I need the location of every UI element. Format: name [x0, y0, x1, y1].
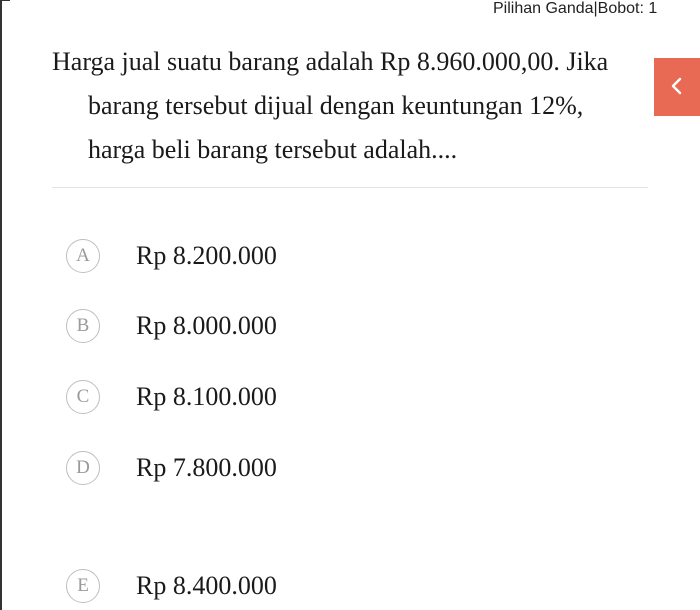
option-text: Rp 8.200.000 [136, 241, 277, 270]
option-letter-badge: A [66, 239, 100, 273]
question-type-weight: Pilihan Ganda|Bobot: 1 [493, 0, 658, 17]
collapse-panel-button[interactable] [654, 58, 700, 116]
answer-option-c[interactable] [66, 380, 466, 416]
question-line: Harga jual suatu barang adalah Rp 8.960.000,00. Jika [52, 47, 609, 76]
option-text: Rp 8.400.000 [136, 571, 277, 600]
answer-option-b[interactable] [66, 309, 466, 345]
answer-option-a[interactable] [66, 239, 466, 275]
option-letter-badge: E [66, 569, 100, 603]
option-text: Rp 8.100.000 [136, 382, 277, 411]
option-text: Rp 7.800.000 [136, 453, 277, 482]
question-line: harga beli barang tersebut adalah.... [88, 135, 458, 164]
window-top-border [0, 0, 10, 1]
option-letter-badge: C [66, 380, 100, 414]
option-letter-badge: D [66, 451, 100, 485]
question-line: barang tersebut dijual dengan keuntungan 12%, [88, 91, 584, 120]
window-left-border [0, 0, 2, 610]
chevron-left-icon [654, 58, 700, 116]
answer-option-d[interactable] [66, 451, 466, 487]
answer-option-e[interactable] [66, 569, 466, 605]
question-text [52, 40, 652, 172]
option-text: Rp 8.000.000 [136, 311, 277, 340]
divider [52, 187, 648, 188]
option-letter-badge: B [66, 309, 100, 343]
